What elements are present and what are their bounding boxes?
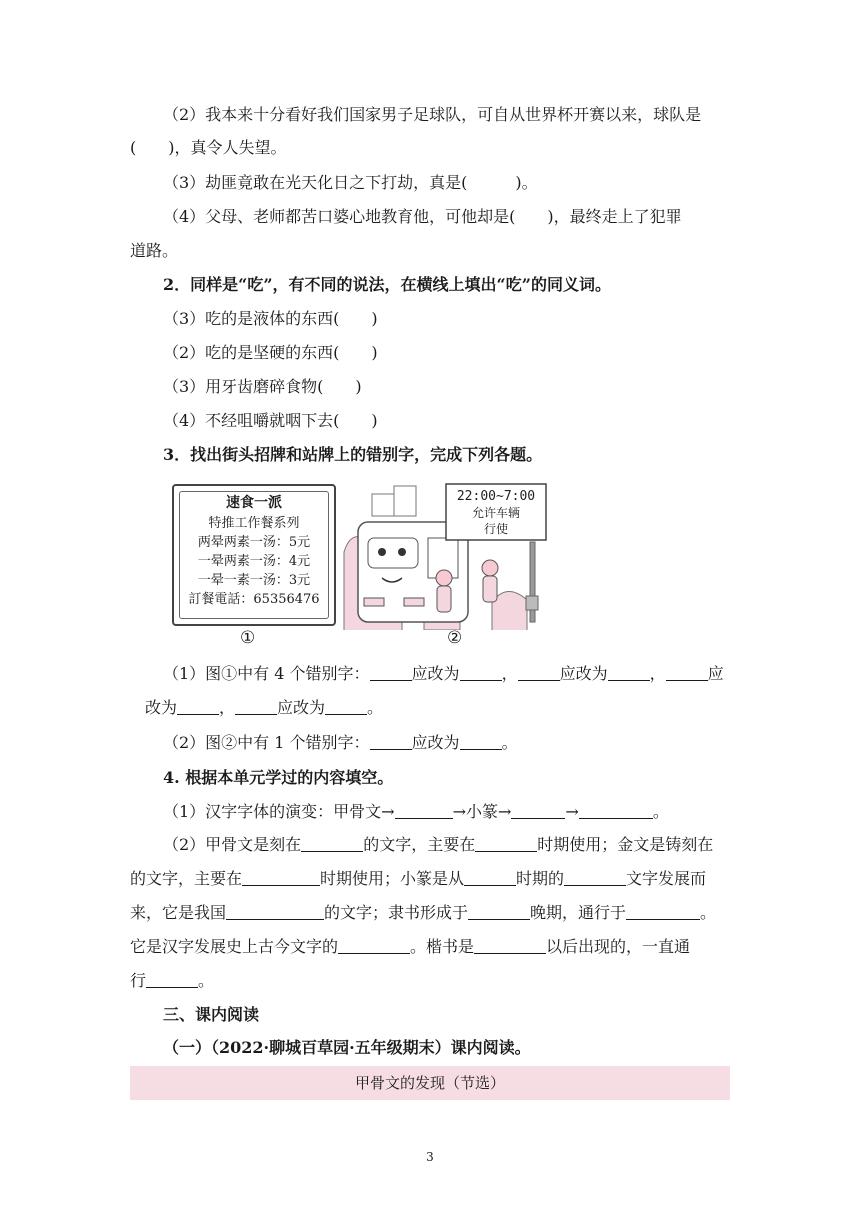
text: 时期使用；小篆是从 [320,869,465,888]
q4-title: 4. 根据本单元学过的内容填空。 [163,768,394,787]
text: ， [501,664,518,683]
blank[interactable] [226,903,324,920]
text: 应改为 [559,664,608,683]
text: → [565,802,579,821]
figure1-label: ① [240,628,256,648]
restaurant-sign [172,484,336,626]
blank[interactable] [579,802,653,819]
page-number: 3 [426,1150,434,1164]
q2-item-4: （4）不经咀嚼就咽下去( ) [163,411,378,430]
blank[interactable] [608,664,650,681]
sign1-title: 速食一派 [226,495,282,511]
text: 时期使用；金文是铸刻在 [537,835,714,854]
blank[interactable] [460,664,502,681]
text: ， [219,698,236,717]
q2-item-1: （3）吃的是液体的东西( ) [163,309,378,328]
text: 来，它是我国 [130,903,227,922]
q4-s2-line4 [130,935,690,959]
q2-item-2: （2）吃的是坚硬的东西( ) [163,343,378,362]
text: →小篆→ [452,802,512,821]
q3-sub1-prefix: （1）图①中有 4 个错别字： [163,664,370,683]
blank[interactable] [468,903,530,920]
q4-s2-line5 [130,969,214,993]
text: （1）汉字字体的演变：甲骨文→ [163,802,395,821]
sign1-line: 一晕两素一汤：4元 [197,554,311,569]
text: 的文字，主要在 [130,869,243,888]
text: 。 [198,971,215,990]
sign1-line: 訂餐電話：65356476 [188,592,320,607]
blank[interactable] [370,733,412,750]
text: 。 [700,903,717,922]
section-three-title: 三、课内阅读 [163,1005,260,1024]
blank[interactable] [464,869,516,886]
q3-sub2 [163,731,518,755]
text: 晚期，通行于 [530,903,627,922]
text: 。楷书是 [410,937,475,956]
q4-s2-line2 [130,867,706,891]
text: 改为 [145,698,178,717]
q3-sub1-line2 [145,696,383,720]
text: 。 [652,802,669,821]
text: 以后出现的，一直通 [546,937,691,956]
sign2-time: 22:00~7:00 [456,489,536,504]
blank[interactable] [301,835,363,852]
blank[interactable] [626,903,700,920]
q3-figure [170,482,550,652]
text: 行 [130,971,147,990]
q2-title: 2．同样是“吃”，有不同的说法，在横线上填出“吃”的同义词。 [163,275,611,294]
text: （2）甲骨文是刻在 [163,835,302,854]
sign2-line2: 行使 [483,522,509,536]
text: 的文字，主要在 [363,835,476,854]
blank[interactable] [666,664,708,681]
blank[interactable] [475,835,537,852]
blank[interactable] [518,664,560,681]
q3-sub2-prefix: （2）图②中有 1 个错别字： [163,733,370,752]
q3-sub1-line1 [163,662,724,686]
blank[interactable] [338,937,410,954]
blank[interactable] [564,869,626,886]
q1-item2-line1: （2）我本来十分看好我们国家男子足球队，可自从世界杯开赛以来，球队是 [163,105,702,124]
text: ， [649,664,666,683]
blank[interactable] [242,869,320,886]
q4-s1 [163,800,669,824]
q1-item2-line2: ( )，真令人失望。 [130,138,287,157]
text: 应改为 [411,733,460,752]
q2-item-3: （3）用牙齿磨碎食物( ) [163,377,362,396]
q1-item3: （3）劫匪竟敢在光天化日之下打劫，真是( )。 [163,173,538,192]
reading-passage-title: 甲骨文的发现（节选） [130,1066,730,1100]
blank[interactable] [395,802,453,819]
figure2-label: ② [447,628,463,648]
blank[interactable] [370,664,412,681]
sign2-line1: 允许车辆 [471,506,521,520]
text: 的文字；隶书形成于 [324,903,469,922]
q4-s2-line1 [163,833,713,857]
text: 应改为 [411,664,460,683]
text: 应改为 [277,698,326,717]
section-three-sub: （一）（2022·聊城百草园·五年级期末）课内阅读。 [163,1038,531,1057]
blank[interactable] [235,698,277,715]
blank[interactable] [460,733,502,750]
q3-title: 3．找出街头招牌和站牌上的错别字，完成下列各题。 [163,445,543,464]
blank[interactable] [511,802,565,819]
blank[interactable] [177,698,219,715]
text: 时期的 [516,869,565,888]
q1-item4-line1: （4）父母、老师都苦口婆心地教育他，可他却是( )，最终走上了犯罪 [163,207,682,226]
blank[interactable] [146,971,198,988]
sign1-line: 两晕两素一汤：5元 [197,535,311,550]
q4-s2-line3 [130,901,716,925]
q1-item4-line2: 道路。 [130,241,179,260]
text: 应 [707,664,724,683]
text: 文字发展而 [626,869,707,888]
text: 。 [367,698,384,717]
text: 。 [501,733,518,752]
bus-stop-illustration [342,482,550,630]
blank[interactable] [474,937,546,954]
sign1-line: 一晕一素一汤：3元 [197,573,311,588]
sign1-line: 特推工作餐系列 [208,516,300,531]
text: 它是汉字发展史上古今文字的 [130,937,339,956]
blank[interactable] [325,698,367,715]
